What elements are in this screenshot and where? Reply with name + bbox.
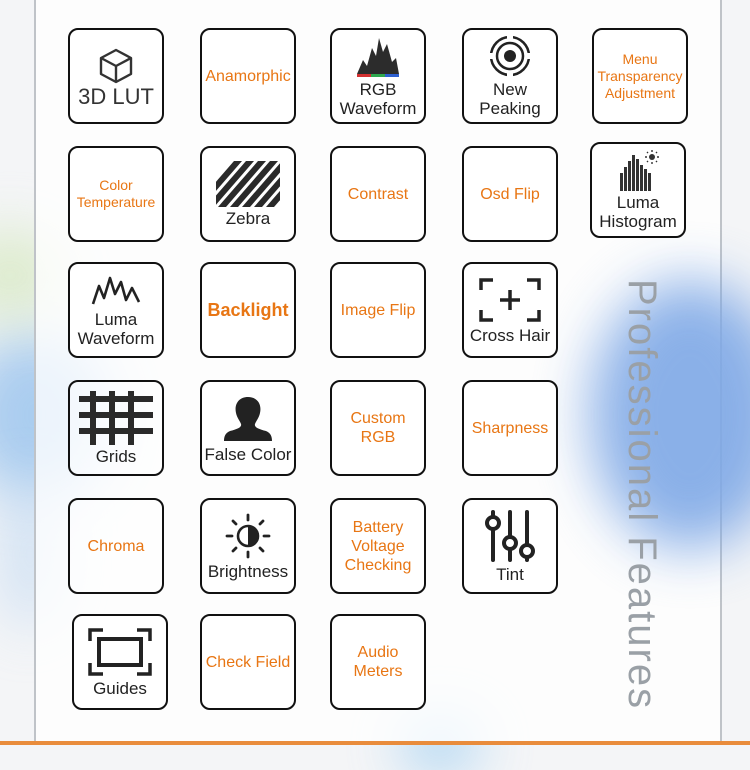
feature-label: RGB Waveform: [339, 80, 417, 118]
grid-icon: [79, 391, 153, 445]
histogram-icon: [616, 149, 660, 191]
feature-tile-new-peaking[interactable]: [462, 28, 558, 124]
feature-label: Tint: [496, 564, 524, 584]
feature-label: False Color: [204, 444, 292, 464]
zebra-stripes-icon: [216, 161, 280, 207]
feature-tile-tint[interactable]: [462, 498, 558, 594]
feature-label: Chroma: [87, 537, 145, 555]
feature-label: Anamorphic: [205, 67, 291, 85]
feature-tile-rgb-waveform[interactable]: [330, 28, 426, 124]
feature-label: Osd Flip: [480, 185, 540, 203]
feature-tile-osd-flip[interactable]: [462, 146, 558, 242]
feature-label: Backlight: [207, 299, 289, 320]
feature-label: Color Temperature: [76, 177, 156, 210]
feature-tile-brightness[interactable]: [200, 498, 296, 594]
feature-label: Battery Voltage Checking: [344, 518, 412, 574]
feature-label: Zebra: [225, 208, 271, 228]
feature-label: Audio Meters: [353, 644, 403, 680]
feature-label: Contrast: [347, 185, 409, 203]
feature-tile-luma-waveform[interactable]: [68, 262, 164, 358]
guide-frame-icon: [87, 627, 153, 677]
head-silhouette-icon: [222, 393, 274, 443]
feature-tile-luma-histogram[interactable]: [590, 142, 686, 238]
feature-tile-image-flip[interactable]: [330, 262, 426, 358]
feature-tile-audio-meters[interactable]: [330, 614, 426, 710]
feature-label: Guides: [93, 678, 147, 698]
feature-label: Menu Transparency Adjustment: [597, 50, 683, 101]
target-rings-icon: [488, 34, 532, 78]
feature-tile-anamorphic[interactable]: [200, 28, 296, 124]
waveform-icon: [91, 272, 141, 308]
feature-label: 3D LUT: [78, 83, 154, 109]
feature-tile-zebra[interactable]: [200, 146, 296, 242]
feature-tile-sharpness[interactable]: [462, 380, 558, 476]
feature-label: Custom RGB: [350, 410, 406, 446]
feature-label: Grids: [95, 446, 137, 466]
sliders-icon: [483, 509, 537, 563]
crosshair-icon: [477, 276, 543, 324]
feature-tile-check-field[interactable]: [200, 614, 296, 710]
side-title: Professional Features: [620, 279, 664, 711]
feature-tile-grids[interactable]: [68, 380, 164, 476]
feature-label: Brightness: [207, 561, 289, 581]
feature-label: Image Flip: [340, 301, 416, 319]
feature-label: Cross Hair: [469, 325, 551, 345]
feature-label: Luma Histogram: [599, 193, 677, 231]
feature-tile-contrast[interactable]: [330, 146, 426, 242]
bottom-accent-bar: [0, 741, 750, 745]
feature-label: Luma Waveform: [77, 310, 155, 348]
feature-tile-battery-voltage[interactable]: [330, 498, 426, 594]
rgb-mountain-icon: [355, 34, 401, 78]
feature-label: Check Field: [205, 653, 291, 671]
feature-tile-menu-transparency[interactable]: [592, 28, 688, 124]
feature-tile-custom-rgb[interactable]: [330, 380, 426, 476]
feature-tile-color-temperature[interactable]: [68, 146, 164, 242]
feature-tile-false-color[interactable]: [200, 380, 296, 476]
feature-tile-3d-lut[interactable]: [68, 28, 164, 124]
feature-tile-chroma[interactable]: [68, 498, 164, 594]
feature-tile-cross-hair[interactable]: [462, 262, 558, 358]
feature-tile-guides[interactable]: [72, 614, 168, 710]
feature-tile-backlight[interactable]: [200, 262, 296, 358]
feature-label: Sharpness: [471, 419, 549, 437]
sun-icon: [224, 512, 272, 560]
feature-label: New Peaking: [479, 80, 541, 118]
cube-icon: [98, 47, 134, 85]
